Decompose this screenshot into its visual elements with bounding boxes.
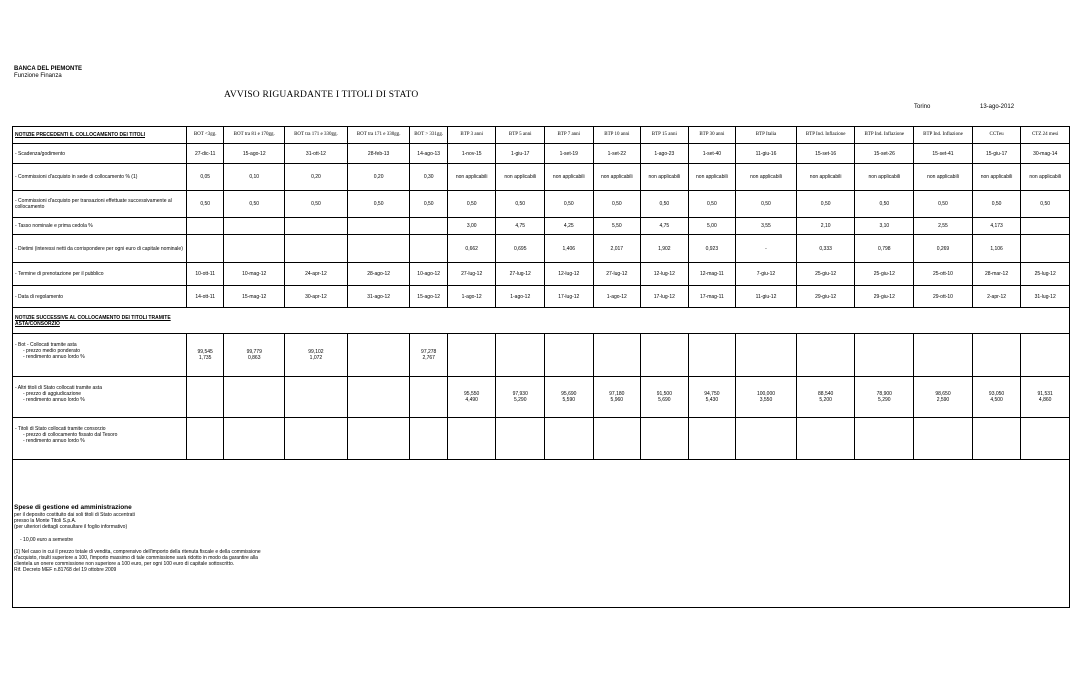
cell-value: 78,900: [876, 391, 892, 397]
table-cell: [410, 235, 447, 263]
table-cell: [855, 377, 914, 418]
table-cell: 15-set-26: [855, 144, 914, 164]
table-cell: [914, 377, 973, 418]
table-cell: 0,798: [855, 235, 914, 263]
table-cell: [410, 377, 447, 418]
cell-value: 5,430: [705, 397, 719, 403]
notes-intro-3: (per ulteriori dettagli consultare il foglio informativo): [14, 524, 128, 531]
table-cell: 28-mar-12: [972, 263, 1021, 286]
spacer-cell: [855, 308, 914, 334]
column-header: BTP 15 anni: [641, 127, 689, 144]
section-title-before: NOTIZIE PRECEDENTI IL COLLOCAMENTO DEI TITOLI: [13, 127, 187, 144]
table-row: [13, 334, 1070, 377]
table-cell: 25-giu-12: [796, 263, 855, 286]
table-cell: 12-lug-12: [641, 263, 689, 286]
table-cell: 0,20: [347, 164, 410, 191]
cell-value: 2,590: [936, 397, 950, 403]
column-header: BOT <3gg.: [186, 127, 223, 144]
table-row: [13, 191, 1070, 218]
table-cell: 17-mag-11: [688, 286, 736, 308]
table-cell: 0,50: [545, 191, 594, 218]
table-cell: non applicabili: [688, 164, 736, 191]
table-cell: non applicabili: [1021, 164, 1070, 191]
footnote-2: d'acquisto, risulti superiore a 100, l'importo massimo di tale commissione sarà ridotto in modo da garantire alla: [14, 555, 258, 562]
footnote-4: Rif. Decreto MEF n.81768 del 19 ottobre 2009: [14, 567, 117, 574]
table-cell: 7-giu-12: [736, 263, 797, 286]
cell-value: 91,531: [1037, 391, 1053, 397]
table-cell: 30-mag-14: [1021, 144, 1070, 164]
table-cell: non applicabili: [796, 164, 855, 191]
table-cell: [285, 418, 348, 460]
table-cell: non applicabili: [496, 164, 545, 191]
securities-table: [12, 126, 1070, 460]
column-header: BTP 7 anni: [545, 127, 594, 144]
table-cell: 1-set-19: [545, 144, 594, 164]
cell-value: 5,690: [658, 397, 671, 403]
table-cell: [347, 334, 410, 377]
table-cell: 1-giu-17: [496, 144, 545, 164]
table-cell: [496, 418, 545, 460]
notes-intro-1: per il deposito costituito dai soli titoli di Stato accentrati: [14, 512, 135, 518]
table-cell: 0,50: [347, 191, 410, 218]
spacer-cell: [796, 308, 855, 334]
table-cell: 0,695: [496, 235, 545, 263]
table-row: [13, 235, 1070, 263]
row-label-line: - Altri titoli di Stato collocati tramite asta: [15, 385, 102, 391]
table-cell: 1-ago-12: [447, 286, 496, 308]
table-cell: [186, 334, 223, 377]
table-cell: 10-mag-12: [224, 263, 285, 286]
table-cell: [224, 377, 285, 418]
table-cell: [186, 218, 223, 235]
table-cell: [688, 418, 736, 460]
table-cell: 25-ott-10: [914, 263, 973, 286]
table-cell: [186, 418, 223, 460]
table-cell: 27-lug-12: [496, 263, 545, 286]
column-header: BOT tra 81 e 170gg.: [224, 127, 285, 144]
table-cell: non applicabili: [972, 164, 1021, 191]
table-cell: [285, 377, 348, 418]
column-header: BTP Ind. Inflazione: [855, 127, 914, 144]
cell-value: 99,545: [197, 349, 213, 355]
notes-title: Spese di gestione ed amministrazione: [14, 504, 132, 511]
cell-value: 4,500: [990, 397, 1003, 403]
table-cell: [641, 334, 689, 377]
row-label-line: - Titoli di Stato collocati tramite consorzio: [15, 426, 106, 432]
table-cell: non applicabili: [855, 164, 914, 191]
table-cell: 15-ago-12: [224, 144, 285, 164]
table-cell: 0,10: [224, 164, 285, 191]
table-cell: [347, 418, 410, 460]
table-cell: [496, 334, 545, 377]
column-header: BTP 10 anni: [593, 127, 641, 144]
cell-value: 5,290: [513, 397, 527, 403]
footnote-3: clientela un onere commissione non superiore a 100 euro, per ogni 100 euro di capitale sottoscritto.: [14, 561, 235, 568]
spacer-cell: [410, 308, 447, 334]
row-label: - Data di regolamento: [13, 286, 187, 308]
cell-value: 97,930: [512, 391, 528, 397]
table-cell: [447, 334, 496, 377]
cell-value: 4,860: [1038, 397, 1052, 403]
spacer-cell: [736, 308, 797, 334]
footnote-1: (1) Nel caso in cui il prezzo totale di vendita, comprensivo dell'importo della ritenuta fiscale e della commissione: [14, 548, 261, 555]
table-cell: 2,017: [593, 235, 641, 263]
cell-value: 2,767: [422, 355, 435, 361]
table-cell: 0,50: [855, 191, 914, 218]
cell-value: 98,650: [935, 391, 951, 397]
cell-value: 3,550: [759, 397, 773, 403]
notes-block: [14, 504, 574, 574]
table-cell: [410, 418, 447, 460]
table-cell: 0,50: [688, 191, 736, 218]
table-cell: 14-ago-13: [410, 144, 447, 164]
table-cell: 1-ago-12: [593, 286, 641, 308]
table-cell: 1,406: [545, 235, 594, 263]
table-cell: [224, 334, 285, 377]
table-cell: [1021, 218, 1070, 235]
table-cell: 15-set-16: [796, 144, 855, 164]
spacer-cell: [972, 308, 1021, 334]
table-cell: 15-set-41: [914, 144, 973, 164]
table-cell: [855, 334, 914, 377]
table-cell: [972, 334, 1021, 377]
table-cell: [347, 218, 410, 235]
table-cell: 0,50: [1021, 191, 1070, 218]
column-header: BOT tra 171 e 330gg.: [285, 127, 348, 144]
table-cell: [796, 334, 855, 377]
table-cell: [410, 218, 447, 235]
place-label: Torino: [914, 104, 931, 110]
table-cell: 27-dic-11: [186, 144, 223, 164]
table-cell: [410, 334, 447, 377]
table-cell: 0,50: [447, 191, 496, 218]
table-cell: [1021, 235, 1070, 263]
notes-fee: - 10,00 euro a semestre: [20, 536, 74, 543]
table-cell: 27-lug-12: [447, 263, 496, 286]
cell-value: 5,200: [819, 397, 832, 403]
header-row: [13, 127, 1070, 144]
table-cell: 1-ago-12: [496, 286, 545, 308]
row-label-line: - rendimento annuo lordo %: [23, 438, 85, 444]
column-header: BTP Italia: [736, 127, 797, 144]
table-row: [13, 263, 1070, 286]
table-cell: 0,50: [641, 191, 689, 218]
table-row: [13, 218, 1070, 235]
row-label-line: - prezzo di collocamento fissato dal Tesoro: [23, 432, 118, 438]
spacer-cell: [641, 308, 689, 334]
table-row: [13, 377, 1070, 418]
spacer-cell: [593, 308, 641, 334]
cell-value: 100,000: [756, 391, 776, 397]
table-cell: 0,923: [688, 235, 736, 263]
table-cell: 10-ott-11: [186, 263, 223, 286]
row-label-line: - rendimento annuo lordo %: [23, 354, 85, 360]
cell-value: 95,550: [464, 391, 480, 397]
column-header: BTP 3 anni: [447, 127, 496, 144]
table-cell: 29-giu-12: [855, 286, 914, 308]
section-title-after: NOTIZIE SUCCESSIVE AL COLLOCAMENTO DEI TITOLI TRAMITE ASTA/CONSORZIO: [13, 308, 187, 334]
section-row: [13, 308, 1070, 334]
spacer-cell: [914, 308, 973, 334]
table-cell: [736, 334, 797, 377]
row-label-line: - Bot - Collocati tramite asta: [15, 342, 77, 348]
table-cell: [285, 334, 348, 377]
column-header: BTP Ind. Inflazione: [796, 127, 855, 144]
cell-value: 94,750: [704, 391, 720, 397]
cell-value: 5,290: [878, 397, 891, 403]
spacer-cell: [545, 308, 594, 334]
table-cell: [545, 334, 594, 377]
cell-value: 93,050: [988, 391, 1005, 397]
table-cell: 5,50: [593, 218, 641, 235]
table-cell: 5,00: [688, 218, 736, 235]
table-cell: 1-set-22: [593, 144, 641, 164]
table-cell: 29-ott-10: [914, 286, 973, 308]
table-cell: 4,25: [545, 218, 594, 235]
table-cell: 14-ott-11: [186, 286, 223, 308]
column-header: CCTeu: [972, 127, 1021, 144]
row-label-line: - prezzo di aggiudicazione: [23, 391, 82, 397]
cell-value: 97,180: [609, 391, 625, 397]
table-cell: [186, 377, 223, 418]
table-cell: 30-apr-12: [285, 286, 348, 308]
table-cell: [972, 377, 1021, 418]
cell-value: 95,690: [561, 391, 577, 397]
spacer-cell: [496, 308, 545, 334]
table-cell: 0,50: [186, 191, 223, 218]
table-cell: 15-ago-12: [410, 286, 447, 308]
cell-value: 5,590: [562, 397, 576, 403]
table-cell: 0,50: [224, 191, 285, 218]
table-cell: [855, 418, 914, 460]
column-header: BTP Ind. Inflazione: [914, 127, 973, 144]
row-label: [13, 377, 187, 418]
table-cell: 28-ago-12: [347, 263, 410, 286]
table-cell: 0,50: [496, 191, 545, 218]
table-cell: [688, 334, 736, 377]
row-label: [13, 334, 187, 377]
table-cell: 4,173: [972, 218, 1021, 235]
table-row: [13, 144, 1070, 164]
cell-value: 99,102: [308, 349, 324, 355]
cell-value: 1,735: [198, 355, 212, 361]
table-cell: 1,106: [972, 235, 1021, 263]
table-cell: 0,50: [736, 191, 797, 218]
department-name: Funzione Finanza: [14, 73, 62, 79]
column-header: BOT > 331gg.: [410, 127, 447, 144]
table-cell: [972, 418, 1021, 460]
table-cell: [914, 418, 973, 460]
table-cell: [224, 235, 285, 263]
row-label: - Tasso nominale e prima cedola %: [13, 218, 187, 235]
column-header: BOT tra 171 e 330gg.: [347, 127, 410, 144]
spacer-cell: [1021, 308, 1070, 334]
table-cell: [796, 418, 855, 460]
table-cell: [914, 334, 973, 377]
table-cell: 0,05: [186, 164, 223, 191]
table-cell: [593, 418, 641, 460]
spacer-cell: [688, 308, 736, 334]
table-cell: [347, 235, 410, 263]
table-cell: 0,50: [593, 191, 641, 218]
table-row: [13, 164, 1070, 191]
table-cell: 0,333: [796, 235, 855, 263]
table-cell: 0,30: [410, 164, 447, 191]
spacer-cell: [285, 308, 348, 334]
column-header: BTP 5 anni: [496, 127, 545, 144]
table-cell: 25-giu-12: [855, 263, 914, 286]
table-cell: [285, 235, 348, 263]
table-cell: 1,902: [641, 235, 689, 263]
table-cell: [285, 218, 348, 235]
table-cell: 17-lug-12: [641, 286, 689, 308]
table-cell: 25-lug-12: [1021, 263, 1070, 286]
table-cell: 0,662: [447, 235, 496, 263]
table-cell: -: [736, 235, 797, 263]
table-cell: [593, 377, 641, 418]
table-cell: [545, 418, 594, 460]
table-cell: 2-apr-12: [972, 286, 1021, 308]
table-cell: [688, 377, 736, 418]
table-cell: 27-lug-12: [593, 263, 641, 286]
table-cell: 2,10: [796, 218, 855, 235]
table-cell: 0,50: [410, 191, 447, 218]
table-cell: 12-lug-12: [545, 263, 594, 286]
table-cell: [1021, 377, 1070, 418]
cell-value: 99,779: [246, 349, 262, 355]
table-cell: 31-ott-12: [285, 144, 348, 164]
table-cell: [186, 235, 223, 263]
table-cell: [593, 334, 641, 377]
cell-value: 91,500: [656, 391, 672, 397]
table-row: [13, 418, 1070, 460]
row-label: - Dietimi (interessi netti da corrispondere per ogni euro di capitale nominale): [13, 235, 187, 263]
cell-value: 4,490: [465, 397, 478, 403]
table-cell: [736, 418, 797, 460]
table-cell: [347, 377, 410, 418]
cell-value: 5,960: [610, 397, 624, 403]
table-cell: 15-mag-12: [224, 286, 285, 308]
table-cell: 31-ago-12: [347, 286, 410, 308]
table-cell: 11-giu-12: [736, 286, 797, 308]
table-cell: non applicabili: [593, 164, 641, 191]
table-cell: 0,20: [285, 164, 348, 191]
table-cell: 3,00: [447, 218, 496, 235]
bank-name: BANCA DEL PIEMONTE: [14, 66, 83, 72]
table-cell: [224, 218, 285, 235]
cell-value: 88,540: [818, 391, 834, 397]
spacer-cell: [447, 308, 496, 334]
table-cell: 10-ago-12: [410, 263, 447, 286]
table-cell: 31-lug-12: [1021, 286, 1070, 308]
row-label: [13, 418, 187, 460]
table-row: [13, 286, 1070, 308]
cell-value: 0,863: [247, 355, 261, 361]
table-cell: 4,75: [641, 218, 689, 235]
spacer-cell: [224, 308, 285, 334]
table-cell: 24-apr-12: [285, 263, 348, 286]
column-header: CTZ 24 mesi: [1021, 127, 1070, 144]
notes-intro-2: presso la Monte Titoli S.p.A.: [14, 518, 77, 525]
table-cell: [447, 377, 496, 418]
column-header: BTP 30 anni: [688, 127, 736, 144]
table-cell: 12-mag-11: [688, 263, 736, 286]
table-cell: 1-ago-23: [641, 144, 689, 164]
table-cell: non applicabili: [641, 164, 689, 191]
table-cell: 1-set-40: [688, 144, 736, 164]
table-cell: 0,50: [796, 191, 855, 218]
table-cell: [447, 418, 496, 460]
table-cell: [641, 418, 689, 460]
table-cell: 0,269: [914, 235, 973, 263]
table-cell: [1021, 418, 1070, 460]
row-label: - Scadenza/godimento: [13, 144, 187, 164]
table-cell: 0,50: [285, 191, 348, 218]
table-cell: [736, 377, 797, 418]
table-cell: [796, 377, 855, 418]
table-cell: 0,50: [972, 191, 1021, 218]
table-cell: non applicabili: [447, 164, 496, 191]
date-label: 13-ago-2012: [980, 104, 1015, 110]
table-cell: [1021, 334, 1070, 377]
row-label: - Commissioni d'acquisto per transazioni effettuate successivamente al collocamento: [13, 191, 187, 218]
document-title: AVVISO RIGUARDANTE I TITOLI DI STATO: [224, 90, 419, 100]
table-cell: 2,55: [914, 218, 973, 235]
table-cell: 1-nov-15: [447, 144, 496, 164]
table-cell: 11-giu-16: [736, 144, 797, 164]
spacer-cell: [186, 308, 223, 334]
table-cell: 4,75: [496, 218, 545, 235]
table-cell: 3,55: [736, 218, 797, 235]
cell-value: 97,278: [421, 349, 437, 355]
cell-value: 1,072: [309, 355, 323, 361]
table-cell: 0,50: [914, 191, 973, 218]
row-label-line: - rendimento annuo lordo %: [23, 397, 85, 403]
table-cell: 15-giu-17: [972, 144, 1021, 164]
table-cell: 29-giu-12: [796, 286, 855, 308]
table-cell: non applicabili: [736, 164, 797, 191]
table-cell: [641, 377, 689, 418]
table-cell: 3,10: [855, 218, 914, 235]
table-cell: [224, 418, 285, 460]
table-cell: non applicabili: [914, 164, 973, 191]
row-label: - Commissioni d'acquisto in sede di collocamento % (1): [13, 164, 187, 191]
table-cell: 28-feb-13: [347, 144, 410, 164]
table-cell: [545, 377, 594, 418]
row-label: - Termine di prenotazione per il pubblico: [13, 263, 187, 286]
table-cell: 17-lug-12: [545, 286, 594, 308]
table-cell: [496, 377, 545, 418]
row-label-line: - prezzo medio ponderato: [23, 348, 80, 354]
spacer-cell: [347, 308, 410, 334]
table-cell: non applicabili: [545, 164, 594, 191]
